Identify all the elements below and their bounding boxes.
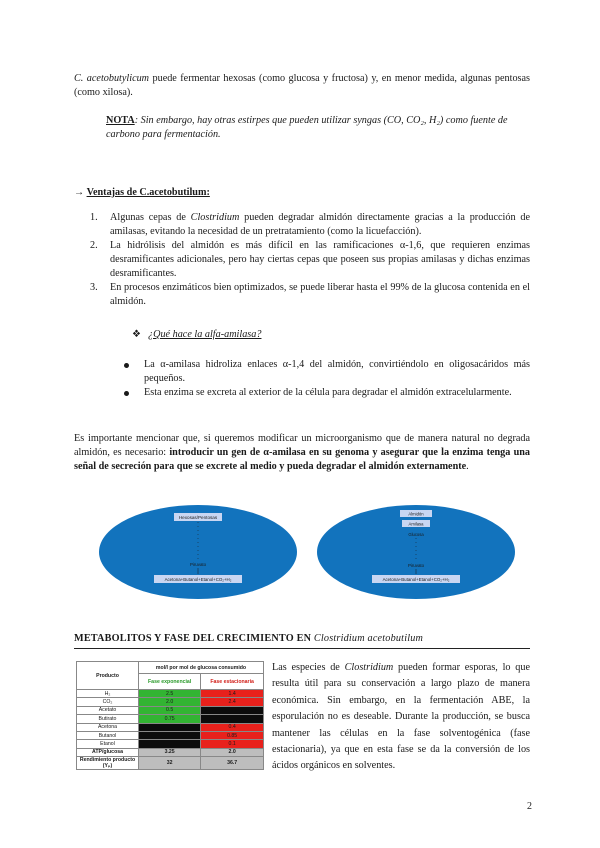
note-text: : Sin embargo, hay otras estirpes que pueden utilizar syngas (CO, CO₂, H₂) como fuente de carbono para fermentación. [106, 115, 508, 140]
bullet-dot-icon [124, 363, 129, 368]
advantages-heading [74, 186, 374, 200]
list-text: La hidrólisis del almidón es más difícil en las ramificaciones α-1,6, que requieren enzimas desramificantes adicionales, pero hay ciertas cepas que poseen sus propias amilasas y dichas enzimas desramificantes. [110, 240, 530, 279]
list-item [86, 211, 530, 239]
list-item [86, 281, 530, 309]
section-title-text: METABOLITOS Y FASE DEL CRECIMIENTO EN [74, 633, 314, 644]
diagram-box2-label: Amilasa [408, 521, 424, 527]
spores-text: Las especies de [272, 662, 345, 673]
row-label: Butirato [77, 715, 139, 723]
cell-stationary: 1.4 [201, 690, 264, 698]
spores-paragraph [272, 660, 530, 775]
row-label: Rendimiento producto (Yₚ) [77, 757, 139, 770]
section-title [74, 632, 530, 649]
section-title-species: Clostridium acetobutilum [313, 633, 424, 644]
cell-diagram-right [316, 504, 516, 600]
table-row [77, 715, 264, 723]
list-text: En procesos enzimáticos bien optimizados, se puede liberar hasta el 99% de la glucosa contenida en el almidón. [110, 282, 530, 307]
cell-exponential: 2.0 [139, 698, 201, 706]
note-label: NOTA [106, 115, 135, 126]
cell-exponential: 32 [139, 757, 201, 770]
metabolites-table [76, 661, 264, 770]
header-exponential: Fase exponencial [139, 674, 201, 690]
cell-stationary [201, 706, 264, 714]
header-stationary: Fase estacionaria [201, 674, 264, 690]
table-row [77, 690, 264, 698]
diagram-box1-label: Almidón [408, 511, 424, 517]
list-text: Algunas cepas de [110, 212, 191, 223]
header-product: Producto [77, 662, 139, 690]
bullet-item [122, 358, 530, 386]
spores-text-rest: pueden formar esporas, lo que resulta útil para su conservación a largo plazo de manera económica. Sin embargo, en la fermentación ABE, la esporulación no es deseable. Durante la producción, se busca mantener las células en la fase solventogénica (fase estacionaria), ya que en esta fase se da la conversión de los ácidos orgánicos en solventes. [272, 662, 531, 772]
diagram-bottom-label: Acetona+Butanol+Etanol+CO₂+H₂ [382, 577, 450, 582]
cell-exponential: 2.5 [139, 690, 201, 698]
list-text-rest: pueden degradar almidón directamente gracias a la producción de amilasas, evitando la necesidad de un pretratamiento (como la licuefacción). [110, 212, 530, 237]
table-row [77, 731, 264, 739]
note-paragraph [106, 114, 526, 142]
diagram-mid-label: Piruvato [189, 562, 207, 567]
table-row [77, 706, 264, 714]
cell-stationary: 0.85 [201, 731, 264, 739]
important-text: Es importante mencionar que, si queremos modificar un microorganismo que de manera natural no degrada almidón, es necesario: [74, 433, 530, 458]
table-body [77, 690, 264, 770]
diagram-top-label: Hexosas/Pentosas [178, 515, 218, 520]
advantages-list [86, 211, 530, 309]
cell-exponential: 0.5 [139, 706, 201, 714]
row-label: Acetato [77, 706, 139, 714]
diagram-mid-label: Piruvato [407, 563, 425, 568]
diamond-bullet-icon: ❖ [132, 329, 142, 340]
list-item [86, 239, 530, 281]
list-number: 3. [90, 282, 98, 293]
bullet-text: Esta enzima se excreta al exterior de la célula para degradar el almidón extracelularmente. [144, 387, 512, 398]
cell-stationary [201, 715, 264, 723]
list-italic: Clostridium [190, 212, 240, 223]
row-label: Etanol [77, 740, 139, 748]
question-text: ¿Qué hace la alfa-amilasa? [148, 329, 262, 340]
row-label: Acetona [77, 723, 139, 731]
row-label: ATP/glucosa [77, 748, 139, 756]
bullet-dot-icon [124, 391, 129, 396]
intro-species: C. acetobutylicum [74, 73, 150, 84]
cell-exponential [139, 740, 201, 748]
bullet-item [122, 386, 530, 400]
spores-species: Clostridium [344, 662, 394, 673]
cell-exponential: 3.25 [139, 748, 201, 756]
cell-ellipse [317, 505, 515, 599]
list-number: 1. [90, 212, 98, 223]
row-label: H₂ [77, 690, 139, 698]
cell-stationary: 2.4 [201, 698, 264, 706]
important-bold: introducir un gen de α-amilasa en su genoma y asegurar que la enzima tenga una señal de secreción para que se excrete al medio y pueda degradar el almidón externamente [74, 447, 530, 472]
cell-exponential: 0.75 [139, 715, 201, 723]
table-row [77, 698, 264, 706]
table-header-row [77, 662, 264, 674]
cell-stationary: 0.1 [201, 740, 264, 748]
table-row [77, 748, 264, 756]
important-end: . [466, 461, 469, 472]
diagram-bottom-label: Acetona+Butanol+Etanol+CO₂+H₂ [164, 577, 232, 582]
cell-exponential [139, 731, 201, 739]
list-number: 2. [90, 240, 98, 251]
bullet-text: La α-amilasa hidroliza enlaces α-1,4 del almidón, convirtiéndolo en oligosacáridos más pequeños. [144, 359, 530, 384]
intro-text: puede fermentar hexosas (como glucosa y fructosa) y, en menor medida, algunas pentosas (como xilosa). [74, 73, 531, 98]
table-row [77, 757, 264, 770]
header-top: mol/l por mol de glucosa consumido [139, 662, 264, 674]
cell-stationary: 0.4 [201, 723, 264, 731]
cell-stationary: 2.0 [201, 748, 264, 756]
table-row [77, 740, 264, 748]
intro-paragraph [74, 72, 530, 100]
cell-exponential [139, 723, 201, 731]
diagram-box3-label: Glucosa [408, 532, 424, 537]
question-heading [132, 328, 432, 342]
cell-stationary: 36.7 [201, 757, 264, 770]
page-number: 2 [527, 801, 532, 812]
table-row [77, 723, 264, 731]
row-label: CO₂ [77, 698, 139, 706]
cell-diagram-left [98, 504, 298, 600]
advantages-title: Ventajas de C.acetobutilum: [86, 187, 210, 198]
row-label: Butanol [77, 731, 139, 739]
arrow-glyph: → [74, 187, 87, 198]
important-paragraph [74, 432, 530, 474]
amylase-bullets [122, 358, 530, 400]
